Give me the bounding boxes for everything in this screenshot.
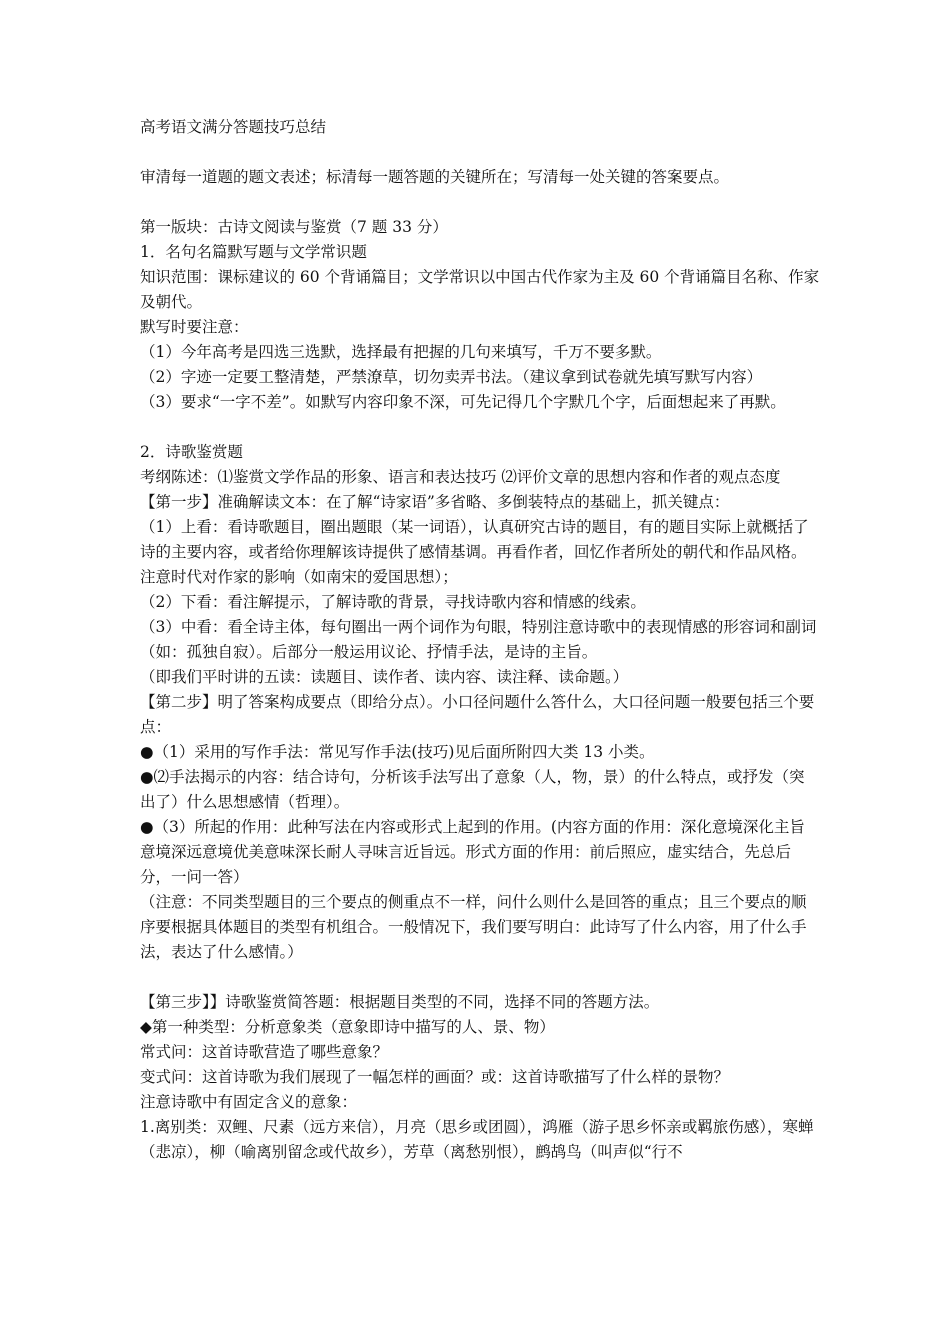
spacer (140, 415, 820, 440)
step2-item: （注意：不同类型题目的三个要点的侧重点不一样，问什么则什么是回答的重点；且三个要点的顺序要根据具体题目的类型有机组合。一般情况下，我们要写明白：此诗写了什么内容，用了什么手法，表达了什么感情。） (140, 893, 807, 961)
document-page (140, 115, 820, 1165)
part1-note: （1）今年高考是四选三选默，选择最有把握的几句来填写，千万不要多默。 (140, 343, 662, 361)
part1-note: （2）字迹一定要工整清楚，严禁潦草，切勿卖弄书法。（建议拿到试卷就先填写默写内容） (140, 368, 763, 386)
step3-item: ◆第一种类型：分析意象类（意象即诗中描写的人、景、物） (140, 1018, 555, 1036)
step1-item: （1）上看：看诗歌题目，圈出题眼（某一词语），认真研究古诗的题目，有的题目实际上就概括了诗的主要内容，或者给你理解该诗提供了感情基调。再看作者，回忆作者所处的朝代和作品风格。注意时代对作家的影响（如南宋的爱国思想）； (140, 518, 809, 586)
step2-item: ●（1）采用的写作手法：常见写作手法(技巧)见后面所附四大类 13 小类。 (140, 743, 655, 761)
spacer (140, 965, 820, 990)
step1-item: （3）中看：看全诗主体，每句圈出一两个词作为句眼，特别注意诗歌中的表现情感的形容词和副词（如：孤独自寂）。后部分一般运用议论、抒情手法，是诗的主旨。 (140, 618, 817, 661)
step3-item: 1.离别类：双鲤、尺素（远方来信），月亮（思乡或团圆），鸿雁（游子思乡怀亲或羁旅伤感），寒蝉（悲凉），柳（喻离别留念或代故乡），芳草（离愁别恨），鹧鸪鸟（叫声似“行不 (140, 1118, 814, 1161)
part2-title: 2．诗歌鉴赏题 (140, 443, 243, 461)
step3-item: 注意诗歌中有固定含义的意象： (140, 1093, 358, 1111)
step3-heading: 【第三步】】诗歌鉴赏简答题：根据题目类型的不同，选择不同的答题方法。 (140, 993, 660, 1011)
part1-title: 1．名句名篇默写题与文学常识题 (140, 243, 367, 261)
step1-item: （即我们平时讲的五读：读题目、读作者、读内容、读注释、读命题。） (140, 668, 629, 686)
spacer (140, 140, 820, 165)
step2-item: ●（3）所起的作用：此种写法在内容或形式上起到的作用。(内容方面的作用：深化意境深化主旨意境深远意境优美意味深长耐人寻味言近旨远。形式方面的作用：前后照应，虚实结合，先总后分，一问一答） (140, 818, 805, 886)
intro-paragraph: 审清每一道题的题文表述；标清每一题答题的关键所在；写清每一处关键的答案要点。 (140, 168, 730, 186)
step2-heading: 【第二步】明了答案构成要点（即给分点）。小口径问题什么答什么，大口径问题一般要包括三个要点： (140, 693, 815, 736)
step1-heading: 【第一步】准确解读文本：在了解“诗家语”多省略、多倒装特点的基础上，抓关键点： (140, 493, 730, 511)
part1-note-label: 默写时要注意： (140, 318, 249, 336)
document-title: 高考语文满分答题技巧总结 (140, 118, 327, 136)
part1-scope: 知识范围：课标建议的 60 个背诵篇目；文学常识以中国古代作家为主及 60 个背诵篇目名称、作家及朝代。 (140, 268, 820, 311)
step3-item: 常式问：这首诗歌营造了哪些意象？ (140, 1043, 389, 1061)
spacer (140, 190, 820, 215)
part2-outline: 考纲陈述：⑴鉴赏文学作品的形象、语言和表达技巧 ⑵评价文章的思想内容和作者的观点态度 (140, 468, 781, 486)
step2-item: ●⑵手法揭示的内容：结合诗句，分析该手法写出了意象（人，物，景）的什么特点，或抒发（突出了）什么思想感情（哲理）。 (140, 768, 805, 811)
section-heading: 第一版块：古诗文阅读与鉴赏（7 题 33 分） (140, 218, 448, 236)
step3-item: 变式问：这首诗歌为我们展现了一幅怎样的画面？或：这首诗歌描写了什么样的景物？ (140, 1068, 730, 1086)
step1-item: （2）下看：看注解提示，了解诗歌的背景，寻找诗歌内容和情感的线索。 (140, 593, 646, 611)
part1-note: （3）要求“一字不差”。如默写内容印象不深，可先记得几个字默几个字，后面想起来了再默。 (140, 393, 786, 411)
